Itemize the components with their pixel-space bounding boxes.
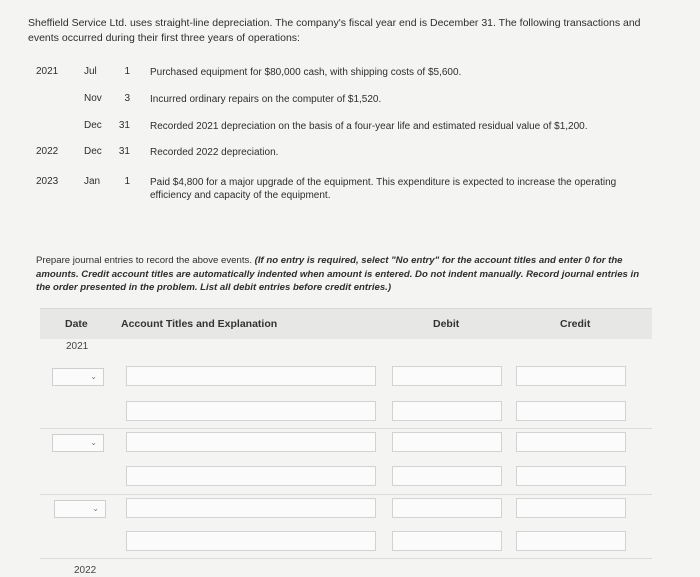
credit-input[interactable] [516,432,626,452]
transaction-description: Purchased equipment for $80,000 cash, with shipping costs of $5,600. [150,67,462,78]
transaction-day: 1 [124,66,130,77]
transaction-year: 2021 [36,66,59,77]
problem-intro: Sheffield Service Ltd. uses straight-line depreciation. The company's fiscal year end is December 31. The following transactions and events occurred during their first three years of operations: [28,17,641,44]
chevron-down-icon: ⌄ [92,504,99,513]
date-select[interactable] [52,434,104,452]
year-label-2022: 2022 [74,565,97,576]
entry-divider [40,494,652,495]
instructions-emphasis: (If no entry is required, select "No entry" for the account titles and enter 0 for the amounts. Credit account titles are automatically indented when amount is entered. Do not indent manually. Record journal entries in the order presented in the problem. List all debit entries before credit entries.) [36,255,640,293]
transaction-month: Jan [84,176,101,187]
transaction-day: 1 [124,176,130,187]
transaction-description: Paid $4,800 for a major upgrade of the equipment. This expenditure is expected to increase the operating efficiency and capacity of the equipment. [150,177,617,201]
account-title-input[interactable] [126,432,376,452]
date-column-header: Date [65,318,88,330]
transaction-year: 2022 [36,146,59,157]
credit-input[interactable] [516,531,626,551]
date-select[interactable] [52,368,104,386]
year-label-2021: 2021 [66,341,89,352]
credit-input[interactable] [516,401,626,421]
transaction-month: Dec [84,146,102,157]
account-column-header: Account Titles and Explanation [121,318,278,330]
transaction-day: 31 [118,120,130,131]
debit-input[interactable] [392,531,502,551]
instructions-lead: Prepare journal entries to record the above events. [36,255,255,266]
debit-input[interactable] [392,401,502,421]
chevron-down-icon: ⌄ [90,372,97,381]
debit-input[interactable] [392,466,502,486]
entry-divider [40,558,652,559]
debit-input[interactable] [392,498,502,518]
instructions [36,254,646,295]
debit-input[interactable] [392,366,502,386]
credit-input[interactable] [516,366,626,386]
transaction-month: Dec [84,120,102,131]
credit-input[interactable] [516,466,626,486]
transaction-year: 2023 [36,176,59,187]
entry-divider [40,428,652,429]
account-title-input[interactable] [126,498,376,518]
transaction-description: Incurred ordinary repairs on the computer of $1,520. [150,94,382,105]
transaction-month: Nov [84,93,102,104]
account-title-input[interactable] [126,466,376,486]
credit-input[interactable] [516,498,626,518]
credit-column-header: Credit [560,318,591,330]
account-title-input[interactable] [126,366,376,386]
chevron-down-icon: ⌄ [90,438,97,447]
date-select[interactable] [54,500,106,518]
transaction-month: Jul [84,66,97,77]
debit-column-header: Debit [433,318,460,330]
transaction-description: Recorded 2021 depreciation on the basis of a four-year life and estimated residual value of $1,200. [150,121,588,132]
transaction-description: Recorded 2022 depreciation. [150,147,279,158]
account-title-input[interactable] [126,531,376,551]
transaction-day: 3 [124,93,130,104]
account-title-input[interactable] [126,401,376,421]
transaction-day: 31 [118,146,130,157]
debit-input[interactable] [392,432,502,452]
journal-table-header [40,308,652,339]
